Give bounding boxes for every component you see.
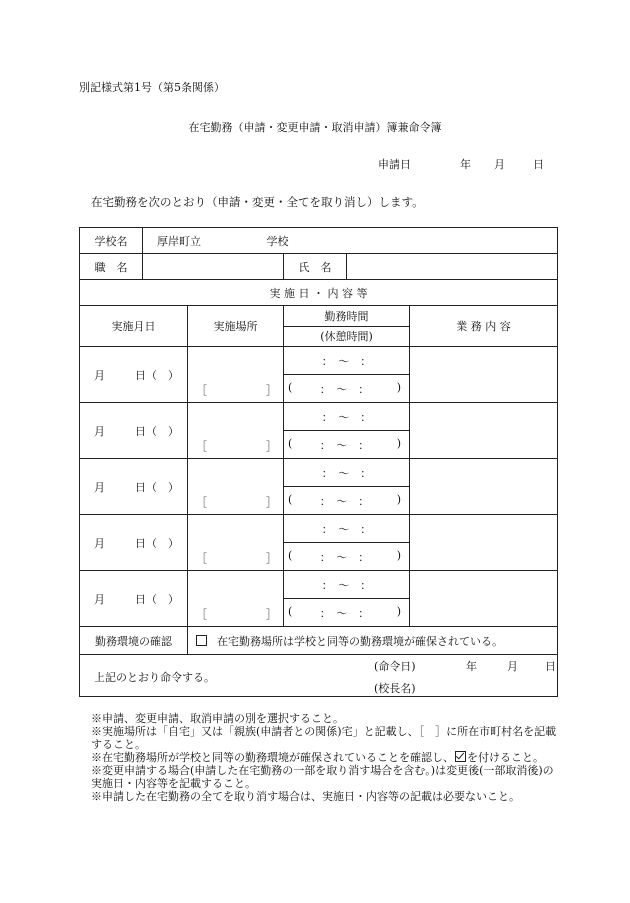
table-row [80,515,558,543]
break-time-field[interactable]: ( ： ～ ： ) [284,375,410,403]
intro-text: 在宅勤務を次のとおり（申請・変更・全てを取り消し）します。 [91,195,424,209]
order-day: 日 [545,660,556,673]
school-row [80,228,558,254]
place-field[interactable]: ［ ］ [188,515,284,571]
date-field[interactable]: 月 日（ ） [80,571,188,627]
date-field[interactable]: 月 日（ ） [80,515,188,571]
application-day: 日 [533,158,544,171]
position-field[interactable] [143,254,284,280]
work-time-field[interactable]: ： ～ ： [284,347,410,375]
env-text: 在宅勤務場所は学校と同等の勤務環境が確保されている。 [217,634,503,648]
work-time-field[interactable]: ： ～ ： [284,459,410,487]
break-time-field[interactable]: ( ： ～ ： ) [284,487,410,515]
notes [91,713,561,804]
break-time-field[interactable]: ( ： ～ ： ) [284,431,410,459]
order-cell [80,655,558,697]
break-time-field[interactable]: ( ： ～ ： ) [284,599,410,627]
position-label: 職 名 [80,254,143,280]
work-content-field[interactable] [410,571,558,627]
work-time-field[interactable]: ： ～ ： [284,515,410,543]
col-content-header: 業 務 内 容 [410,306,558,347]
position-row [80,254,558,280]
col-break-header: (休憩時間) [284,326,410,347]
note-item: ※申請した在宅勤務の全てを取り消す場合は、実施日・内容等の記載は必要ないこと。 [91,789,520,803]
application-table [79,227,558,697]
name-field[interactable] [347,254,558,280]
note-item: ※実施場所は「自宅」又は「親族(申請者との関係)宅」と記載し、［ ］に所在市町村名を記載すること。 [91,724,557,751]
order-text: 上記のとおり命令する。 [94,671,215,684]
env-check-field [188,627,558,655]
place-field[interactable]: ［ ］ [188,403,284,459]
order-date-label: (命令日) [374,660,416,673]
school-label: 学校名 [80,228,143,254]
note-item: ※申請、変更申請、取消申請の別を選択すること。 [91,712,344,725]
application-date-label: 申請日 [378,158,411,171]
env-label: 勤務環境の確認 [80,627,188,655]
work-content-field[interactable] [410,347,558,403]
order-month: 月 [507,660,518,673]
place-field[interactable]: ［ ］ [188,347,284,403]
date-field[interactable]: 月 日（ ） [80,459,188,515]
order-row [80,655,558,697]
env-checkbox[interactable] [196,635,207,646]
page-title: 在宅勤務（申請・変更申請・取消申請）簿兼命令簿 [188,121,442,134]
work-content-field[interactable] [410,459,558,515]
work-time-field[interactable]: ： ～ ： [284,571,410,599]
col-place-header: 実施場所 [188,306,284,347]
note-item: ※変更申請する場合(申請した在宅勤務の一部を取り消す場合を含む。)は変更後(一部取消後)の実施日・内容等を記載すること。 [91,764,554,790]
school-prefix: 厚岸町立 [157,234,201,248]
principal-label: (校長名) [374,682,416,695]
school-field[interactable] [143,228,558,254]
section-header-row [80,280,558,306]
break-time-field[interactable]: ( ： ～ ： ) [284,543,410,571]
work-content-field[interactable] [410,515,558,571]
order-year: 年 [466,660,477,673]
table-row [80,571,558,599]
table-row [80,347,558,375]
environment-row [80,627,558,655]
name-label: 氏 名 [284,254,347,280]
work-time-field[interactable]: ： ～ ： [284,403,410,431]
application-month: 月 [494,158,505,171]
note-item: ※在宅勤務場所が学校と同等の勤務環境が確保されていることを確認し、 を付けること。 [91,751,544,765]
date-field[interactable]: 月 日（ ） [80,403,188,459]
date-field[interactable]: 月 日（ ） [80,347,188,403]
place-field[interactable]: ［ ］ [188,459,284,515]
section-header: 実 施 日 ・ 内 容 等 [80,280,558,306]
application-year: 年 [460,158,471,171]
form-id: 別記様式第1号（第5条関係） [79,81,225,94]
table-row [80,459,558,487]
col-date-header: 実施月日 [80,306,188,347]
checkbox-checked-icon [455,751,466,762]
col-hours-header: 勤務時間 [284,306,410,327]
work-content-field[interactable] [410,403,558,459]
column-header-row [80,306,558,327]
school-suffix: 学校 [266,234,289,248]
table-row [80,403,558,431]
place-field[interactable]: ［ ］ [188,571,284,627]
